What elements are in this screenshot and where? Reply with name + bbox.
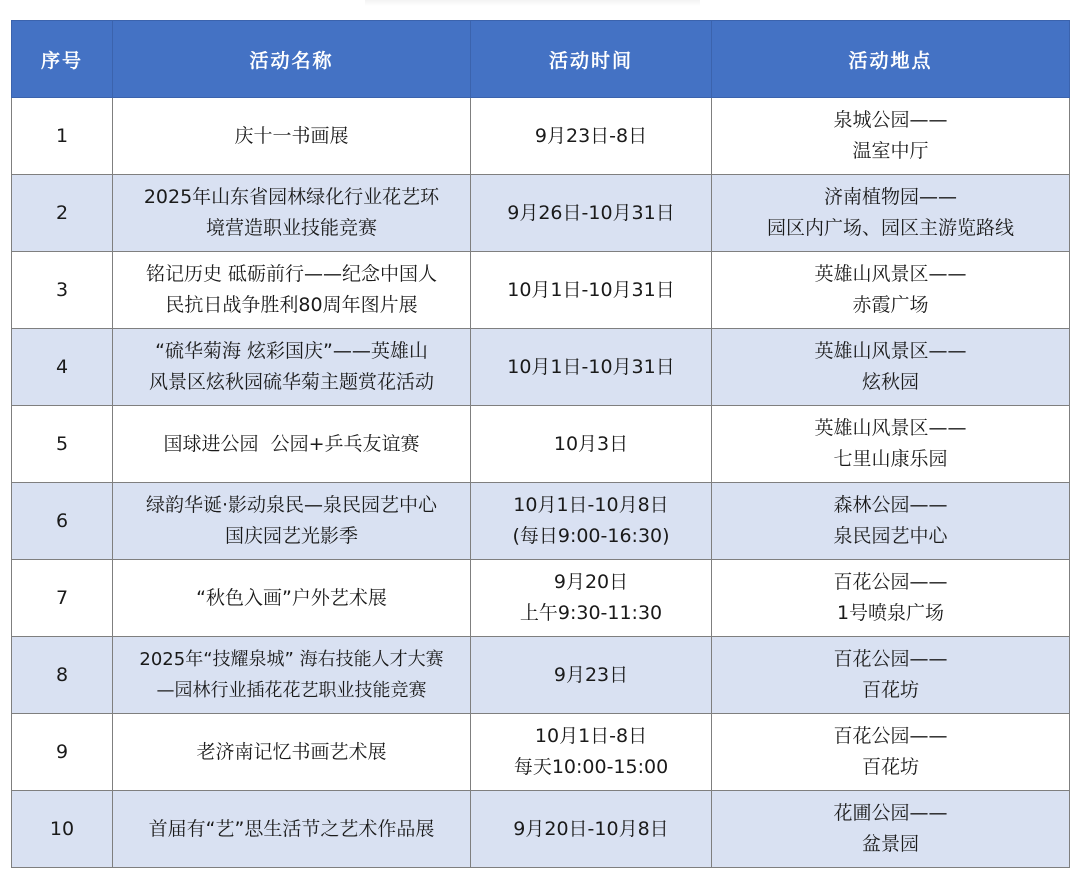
events-table — [11, 20, 1070, 868]
cell-place — [712, 175, 1070, 252]
cell-name-line: 境营造职业技能竞赛 — [205, 217, 377, 239]
cell-place — [712, 560, 1070, 637]
cell-place-line: 七里山康乐园 — [833, 448, 948, 470]
cell-name — [113, 791, 471, 868]
cell-name-line: 国球进公园 公园+乒乓友谊赛 — [163, 432, 420, 455]
header-no: 序号 — [12, 21, 113, 98]
cell-name-line: 庆十一书画展 — [234, 124, 349, 147]
top-shadow — [365, 0, 700, 6]
table-row — [12, 98, 1070, 175]
cell-place — [712, 406, 1070, 483]
cell-name-line: 首届有“艺”思生活节之艺术作品展 — [148, 817, 435, 840]
cell-no: 8 — [12, 637, 113, 714]
cell-place — [712, 329, 1070, 406]
table-row — [12, 252, 1070, 329]
cell-no: 7 — [12, 560, 113, 637]
cell-time — [471, 714, 712, 791]
cell-time-line: (每日9:00-16:30) — [512, 525, 670, 547]
cell-place-line: 百花坊 — [861, 756, 919, 778]
cell-time-line: 9月23日-8日 — [534, 124, 648, 147]
cell-time — [471, 252, 712, 329]
cell-time — [471, 791, 712, 868]
cell-no: 3 — [12, 252, 113, 329]
cell-time — [471, 637, 712, 714]
cell-name-line: 国庆园艺光影季 — [224, 525, 358, 547]
table-row — [12, 329, 1070, 406]
cell-place-line: 百花公园—— — [833, 725, 948, 747]
cell-time-line: 10月1日-10月31日 — [507, 278, 675, 301]
table-header — [12, 21, 1070, 98]
table-row — [12, 406, 1070, 483]
cell-name — [113, 98, 471, 175]
cell-place — [712, 252, 1070, 329]
header-name: 活动名称 — [113, 21, 471, 98]
cell-time — [471, 329, 712, 406]
cell-place-line: 盆景园 — [861, 833, 919, 855]
cell-name — [113, 483, 471, 560]
cell-name-line: 民抗日战争胜利80周年图片展 — [165, 294, 418, 316]
cell-place-line: 百花公园—— — [833, 571, 948, 593]
cell-place-line: 英雄山风景区—— — [814, 417, 967, 439]
cell-time-line: 9月20日-10月8日 — [513, 817, 669, 840]
cell-time — [471, 406, 712, 483]
cell-no: 1 — [12, 98, 113, 175]
cell-name — [113, 406, 471, 483]
table-row — [12, 637, 1070, 714]
cell-place-line: 赤霞广场 — [852, 294, 929, 316]
cell-name-line: 风景区炫秋园硫华菊主题赏花活动 — [148, 371, 434, 393]
cell-time-line: 10月1日-10月8日 — [513, 494, 669, 516]
cell-no: 2 — [12, 175, 113, 252]
table-row — [12, 175, 1070, 252]
cell-place — [712, 714, 1070, 791]
cell-name — [113, 329, 471, 406]
cell-time — [471, 175, 712, 252]
cell-place-line: 花圃公园—— — [833, 802, 948, 824]
cell-place-line: 百花坊 — [861, 679, 919, 701]
cell-no: 10 — [12, 791, 113, 868]
cell-place — [712, 98, 1070, 175]
table-row — [12, 560, 1070, 637]
cell-name-line: 铭记历史 砥砺前行——纪念中国人 — [145, 263, 438, 285]
cell-name-line: —园林行业插花花艺职业技能竞赛 — [156, 680, 427, 701]
table-row — [12, 714, 1070, 791]
cell-name-line: “硫华菊海 炫彩国庆”——英雄山 — [155, 340, 428, 362]
cell-no: 6 — [12, 483, 113, 560]
cell-name-line: 2025年“技耀泉城” 海右技能人才大赛 — [139, 649, 444, 670]
cell-place-line: 济南植物园—— — [823, 186, 957, 208]
cell-no: 4 — [12, 329, 113, 406]
table-row — [12, 791, 1070, 868]
cell-place-line: 英雄山风景区—— — [814, 340, 967, 362]
header-place: 活动地点 — [712, 21, 1070, 98]
header-row — [12, 21, 1070, 98]
cell-time-line: 9月26日-10月31日 — [507, 201, 675, 224]
cell-place-line: 泉民园艺中心 — [833, 525, 948, 547]
cell-place-line: 园区内广场、园区主游览路线 — [766, 217, 1014, 239]
cell-time-line: 10月1日-10月31日 — [507, 355, 675, 378]
header-time: 活动时间 — [471, 21, 712, 98]
table-body — [12, 98, 1070, 868]
cell-name-line: “秋色入画”户外艺术展 — [196, 586, 387, 609]
cell-place — [712, 483, 1070, 560]
cell-place-line: 温室中厅 — [852, 140, 929, 162]
cell-name-line: 绿韵华诞·影动泉民—泉民园艺中心 — [145, 494, 438, 516]
cell-place-line: 百花公园—— — [833, 648, 948, 670]
cell-place-line: 英雄山风景区—— — [814, 263, 967, 285]
cell-time-line: 上午9:30-11:30 — [519, 602, 663, 624]
cell-time-line: 每天10:00-15:00 — [513, 756, 669, 778]
cell-time-line: 10月3日 — [553, 432, 629, 455]
cell-place-line: 1号喷泉广场 — [836, 602, 945, 624]
cell-name — [113, 252, 471, 329]
cell-time — [471, 560, 712, 637]
cell-time — [471, 483, 712, 560]
cell-name — [113, 637, 471, 714]
cell-name-line: 老济南记忆书画艺术展 — [196, 740, 387, 763]
cell-name — [113, 560, 471, 637]
cell-place-line: 森林公园—— — [833, 494, 948, 516]
cell-time-line: 9月23日 — [553, 663, 629, 686]
table-row — [12, 483, 1070, 560]
cell-no: 5 — [12, 406, 113, 483]
cell-name — [113, 714, 471, 791]
cell-name-line: 2025年山东省园林绿化行业花艺环 — [143, 186, 440, 208]
cell-place-line: 泉城公园—— — [833, 109, 948, 131]
cell-place — [712, 791, 1070, 868]
cell-time-line: 9月20日 — [553, 571, 629, 593]
cell-time-line: 10月1日-8日 — [534, 725, 648, 747]
cell-place-line: 炫秋园 — [861, 371, 919, 393]
cell-name — [113, 175, 471, 252]
cell-time — [471, 98, 712, 175]
cell-place — [712, 637, 1070, 714]
cell-no: 9 — [12, 714, 113, 791]
